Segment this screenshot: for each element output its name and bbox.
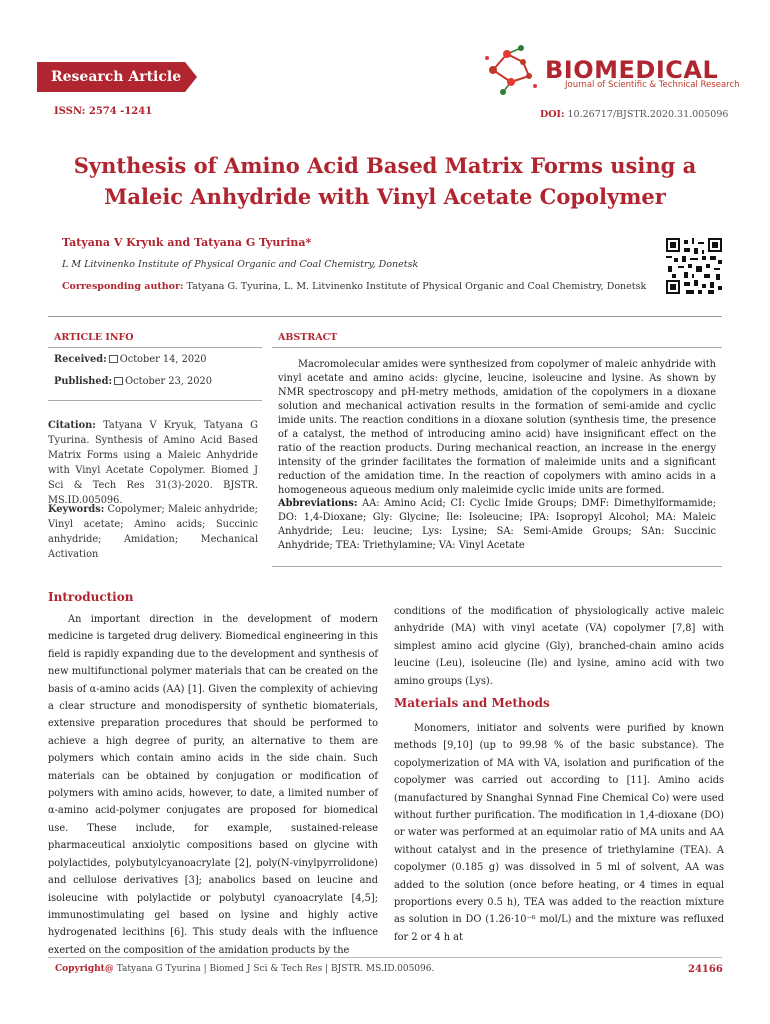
received-label: Received: — [54, 354, 107, 365]
article-info-rule — [48, 347, 262, 348]
abstract-bottom-rule — [272, 566, 722, 567]
abbreviations-text: AA: Amino Acid; CI: Cyclic Imide Groups; DMF: Dimethylformamide; DO: 1,4-Dioxane; Gly: Glycine; Ile: Isoleucine; IPA: Isopropyl Alcohol; MA: Maleic Anhydride; Leu: leucine; Lys: Lysine; SA: Semi-Amide Groups; SAn: Succinic Anhydride; TEA: Triethylamine; VA: Vinyl Acetate — [278, 498, 716, 551]
issn: ISSN: 2574 -1241 — [54, 106, 153, 117]
footer-divider — [48, 957, 722, 958]
published-label: Published: — [54, 376, 113, 387]
citation-text: Tatyana V Kryuk, Tatyana G Tyurina. Synthesis of Amino Acid Based Matrix Forms using a Maleic Anhydride with Vinyl Acetate Copolymer. Biomed J Sci & Tech Res 31(3)-2020. BJSTR. MS.ID.005096. — [48, 420, 258, 506]
methods-heading: Materials and Methods — [394, 696, 550, 710]
article-type-banner: Research Article — [37, 62, 185, 92]
title-line-1: Synthesis of Amino Acid Based Matrix Forms using a — [73, 153, 697, 178]
doi-label: DOI: — [540, 109, 565, 120]
brand-part2: MEDICAL — [594, 56, 719, 84]
doi-link[interactable]: 10.26717/BJSTR.2020.31.005096 — [567, 109, 729, 120]
footer-copyright — [55, 964, 434, 974]
keywords-label: Keywords: — [48, 504, 105, 515]
abstract-heading: ABSTRACT — [278, 332, 338, 343]
citation — [48, 418, 258, 508]
methods-text: Monomers, initiator and solvents were purified by known methods [9,10] (up to 99.98 % of the basic substance). The copolymerization of MA with VA, isolation and purification of the copolymer was carried out according to [11]. Amino acids (manufactured by Snanghai Synnad Fine Chemical Co) were used without further purification. The modification in 1,4-dioxane (DO) or water was performed at an equimolar ratio of MA units and AA without catalyst and in the presence of triethylamine (TEA). A copolymer (0.185 g) was dissolved in 5 ml of solvent, AA was added to the solution (once before heating, or 4 times in equal proportions every 0.5 h), TEA was added to the reaction mixture as solution in DO (1.26·10⁻⁶ mol/L) and the mixture was refluxed for 2 or 4 h at — [394, 723, 724, 943]
introduction-continued: conditions of the modification of physiologically active maleic anhydride (MA) with vinyl acetate (VA) copolymer [7,8] with simplest amino acid glycine (Gly), branched-chain amino acids leucine (Leu), isoleucine (Ile) and lysine, amino acid with two amino groups (Lys). — [394, 606, 724, 687]
header-divider — [48, 316, 722, 317]
abbreviations-label: Abbreviations: — [278, 498, 358, 509]
corresponding-text: Tatyana G. Tyurina, L. M. Litvinenko Institute of Physical Organic and Coal Chemistry, Donetsk — [186, 281, 647, 292]
authors: Tatyana V Kryuk and Tatyana G Tyurina* — [62, 236, 312, 249]
keywords — [48, 502, 258, 562]
corresponding-label: Corresponding author: — [62, 281, 184, 292]
banner-tail — [185, 62, 197, 92]
qr-code — [666, 238, 722, 294]
title-line-2: Maleic Anhydride with Vinyl Acetate Copolymer — [104, 184, 666, 209]
copyright-label: Copyright@ — [55, 964, 114, 974]
corresponding-author — [62, 281, 646, 292]
introduction-text: An important direction in the development of modern medicine is targeted drug delivery. Biomedical engineering in this field is rapidly expanding due to the development and synthesis of new multifunctional polymer materials that can be created on the basis of α-amino acids (AA) [1]. Given the complexity of achieving a clear structure and monodispersity of synthetic biomaterials, extensive preparation procedures that should be performed to achieve a high degree of purity, an alternative to them are polymers which contain amino acids in the side chain. Such materials can be obtained by conjugation or modification of polymers with amino acids, however, to date, a limited number of α-amino acid-polymer conjugates are proposed for biomedical use. These include, for example, sustained-release pharmaceutical anxiolytic compositions based on glycine with polylactides, polybutylcyanoacrylate [2], poly(N-vinylpyrrolidone) and cellulose derivatives [3]; anabolics based on leucine and isoleucine with polylactide or polybutyl cyanoacrylate [4,5]; immunostimulating gel based on lysine and highly active hydrogenated lecithins [6]. This study deals with the influence exerted on the composition of the amidation products by the — [48, 614, 378, 956]
affiliation: L M Litvinenko Institute of Physical Organic and Coal Chemistry, Donetsk — [62, 259, 419, 270]
keywords-text: Copolymer; Maleic anhydride; Vinyl acetate; Amino acids; Succinic anhydride; Amidation; Mechanical Activation — [48, 504, 258, 560]
journal-subtitle: Journal of Scientific & Technical Research — [565, 80, 740, 90]
page-number: 24166 — [688, 964, 723, 975]
abstract-rule — [272, 347, 722, 348]
published-value: October 23, 2020 — [125, 376, 212, 387]
abbreviations — [278, 497, 716, 553]
doi — [540, 109, 728, 120]
received-date — [54, 352, 207, 367]
citation-label: Citation: — [48, 420, 96, 431]
calendar-icon — [114, 377, 123, 385]
abstract-text: Macromolecular amides were synthesized from copolymer of maleic anhydride with vinyl acetate and amino acids: glycine, leucine, isoleucine and lysine. As shown by NMR spectroscopy and pH-metry methods, amidation of the copolymers in a dioxane solution and mechanical activation results in the formation of semi-amide and cyclic imide units. The reaction conditions in a dioxane solution (synthesis time, the presence of a catalyst, the method of introducing amino acid) have insignificant effect on the ratio of the reaction products. During mechanical reaction, an increase in the energy intensity of the grinder facilitates the formation of maleimide units and a significant reduction of the amidation time. In the reaction of copolymers with amino acids in a homogeneous aqueous medium only maleimide cyclic imide units are formed. — [278, 359, 716, 496]
copyright-text: Tatyana G Tyurina | Biomed J Sci & Tech Res | BJSTR. MS.ID.005096. — [116, 964, 435, 974]
introduction-heading: Introduction — [48, 590, 134, 604]
info-divider — [48, 400, 262, 401]
article-info-heading: ARTICLE INFO — [54, 332, 134, 343]
published-date — [54, 374, 212, 389]
received-value: October 14, 2020 — [119, 354, 207, 365]
article-title — [60, 150, 710, 212]
brand-part1: BIO — [545, 56, 595, 84]
calendar-icon — [109, 355, 118, 363]
molecule-logo-icon — [485, 45, 537, 95]
